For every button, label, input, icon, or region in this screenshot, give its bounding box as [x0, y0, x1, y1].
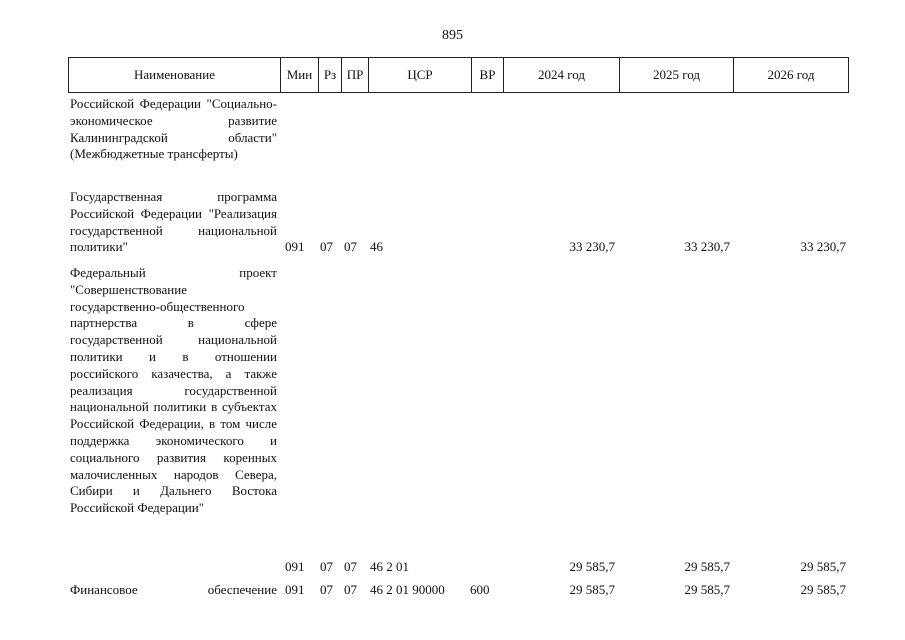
row-2024: 29 585,7 — [569, 559, 615, 574]
row-rz: 07 — [320, 239, 333, 254]
header-2024: 2024 год — [504, 58, 620, 92]
row-2026: 33 230,7 — [800, 239, 846, 254]
header-pr: ПР — [342, 58, 369, 92]
row-2026: 29 585,7 — [800, 582, 846, 597]
row-rz: 07 — [320, 582, 333, 597]
header-rz: Рз — [319, 58, 342, 92]
page-number: 895 — [442, 28, 463, 43]
row-name: Финансовое обеспечение — [70, 582, 277, 597]
header-csr: ЦСР — [369, 58, 472, 92]
row-2024: 33 230,7 — [569, 239, 615, 254]
row-min: 091 — [285, 582, 305, 597]
row-2025: 33 230,7 — [684, 239, 730, 254]
header-vr: ВР — [472, 58, 504, 92]
row-2026: 29 585,7 — [800, 559, 846, 574]
row-min: 091 — [285, 559, 305, 574]
row-csr: 46 2 01 90000 — [370, 582, 445, 597]
header-2026: 2026 год — [767, 67, 815, 82]
row-rz: 07 — [320, 559, 333, 574]
row-csr: 46 2 01 — [370, 559, 409, 574]
row-min: 091 — [285, 239, 305, 254]
row-pr: 07 — [344, 559, 357, 574]
row-vr: 600 — [470, 582, 490, 597]
row-2024: 29 585,7 — [569, 582, 615, 597]
header-min: Мин — [281, 58, 319, 92]
row-2025: 29 585,7 — [684, 559, 730, 574]
row-pr: 07 — [344, 239, 357, 254]
row-name: Российской Федерации "Социально-экономическое развитие Калининградской области" (Межбюджетные трансферты) — [70, 96, 277, 162]
table-header — [68, 57, 849, 93]
row-2025: 29 585,7 — [684, 582, 730, 597]
header-name: Наименование — [69, 58, 281, 92]
row-name: Государственная программа Российской Федерации "Реализация государственной национальной политики" — [70, 189, 277, 255]
row-csr: 46 — [370, 239, 383, 254]
row-name: Федеральный проект "Совершенствование государственно-общественного партнерства в сфере государственной национальной политики и в отношении российского казачества, а также реализация государственной национальной политики в субъектах Российской Федерации, в том числе поддержка экономического и социального развития коренных малочисленных народов Севера, Сибири и Дальнего Востока Российской Федерации" — [70, 265, 277, 516]
row-pr: 07 — [344, 582, 357, 597]
header-2025: 2025 год — [620, 58, 734, 92]
